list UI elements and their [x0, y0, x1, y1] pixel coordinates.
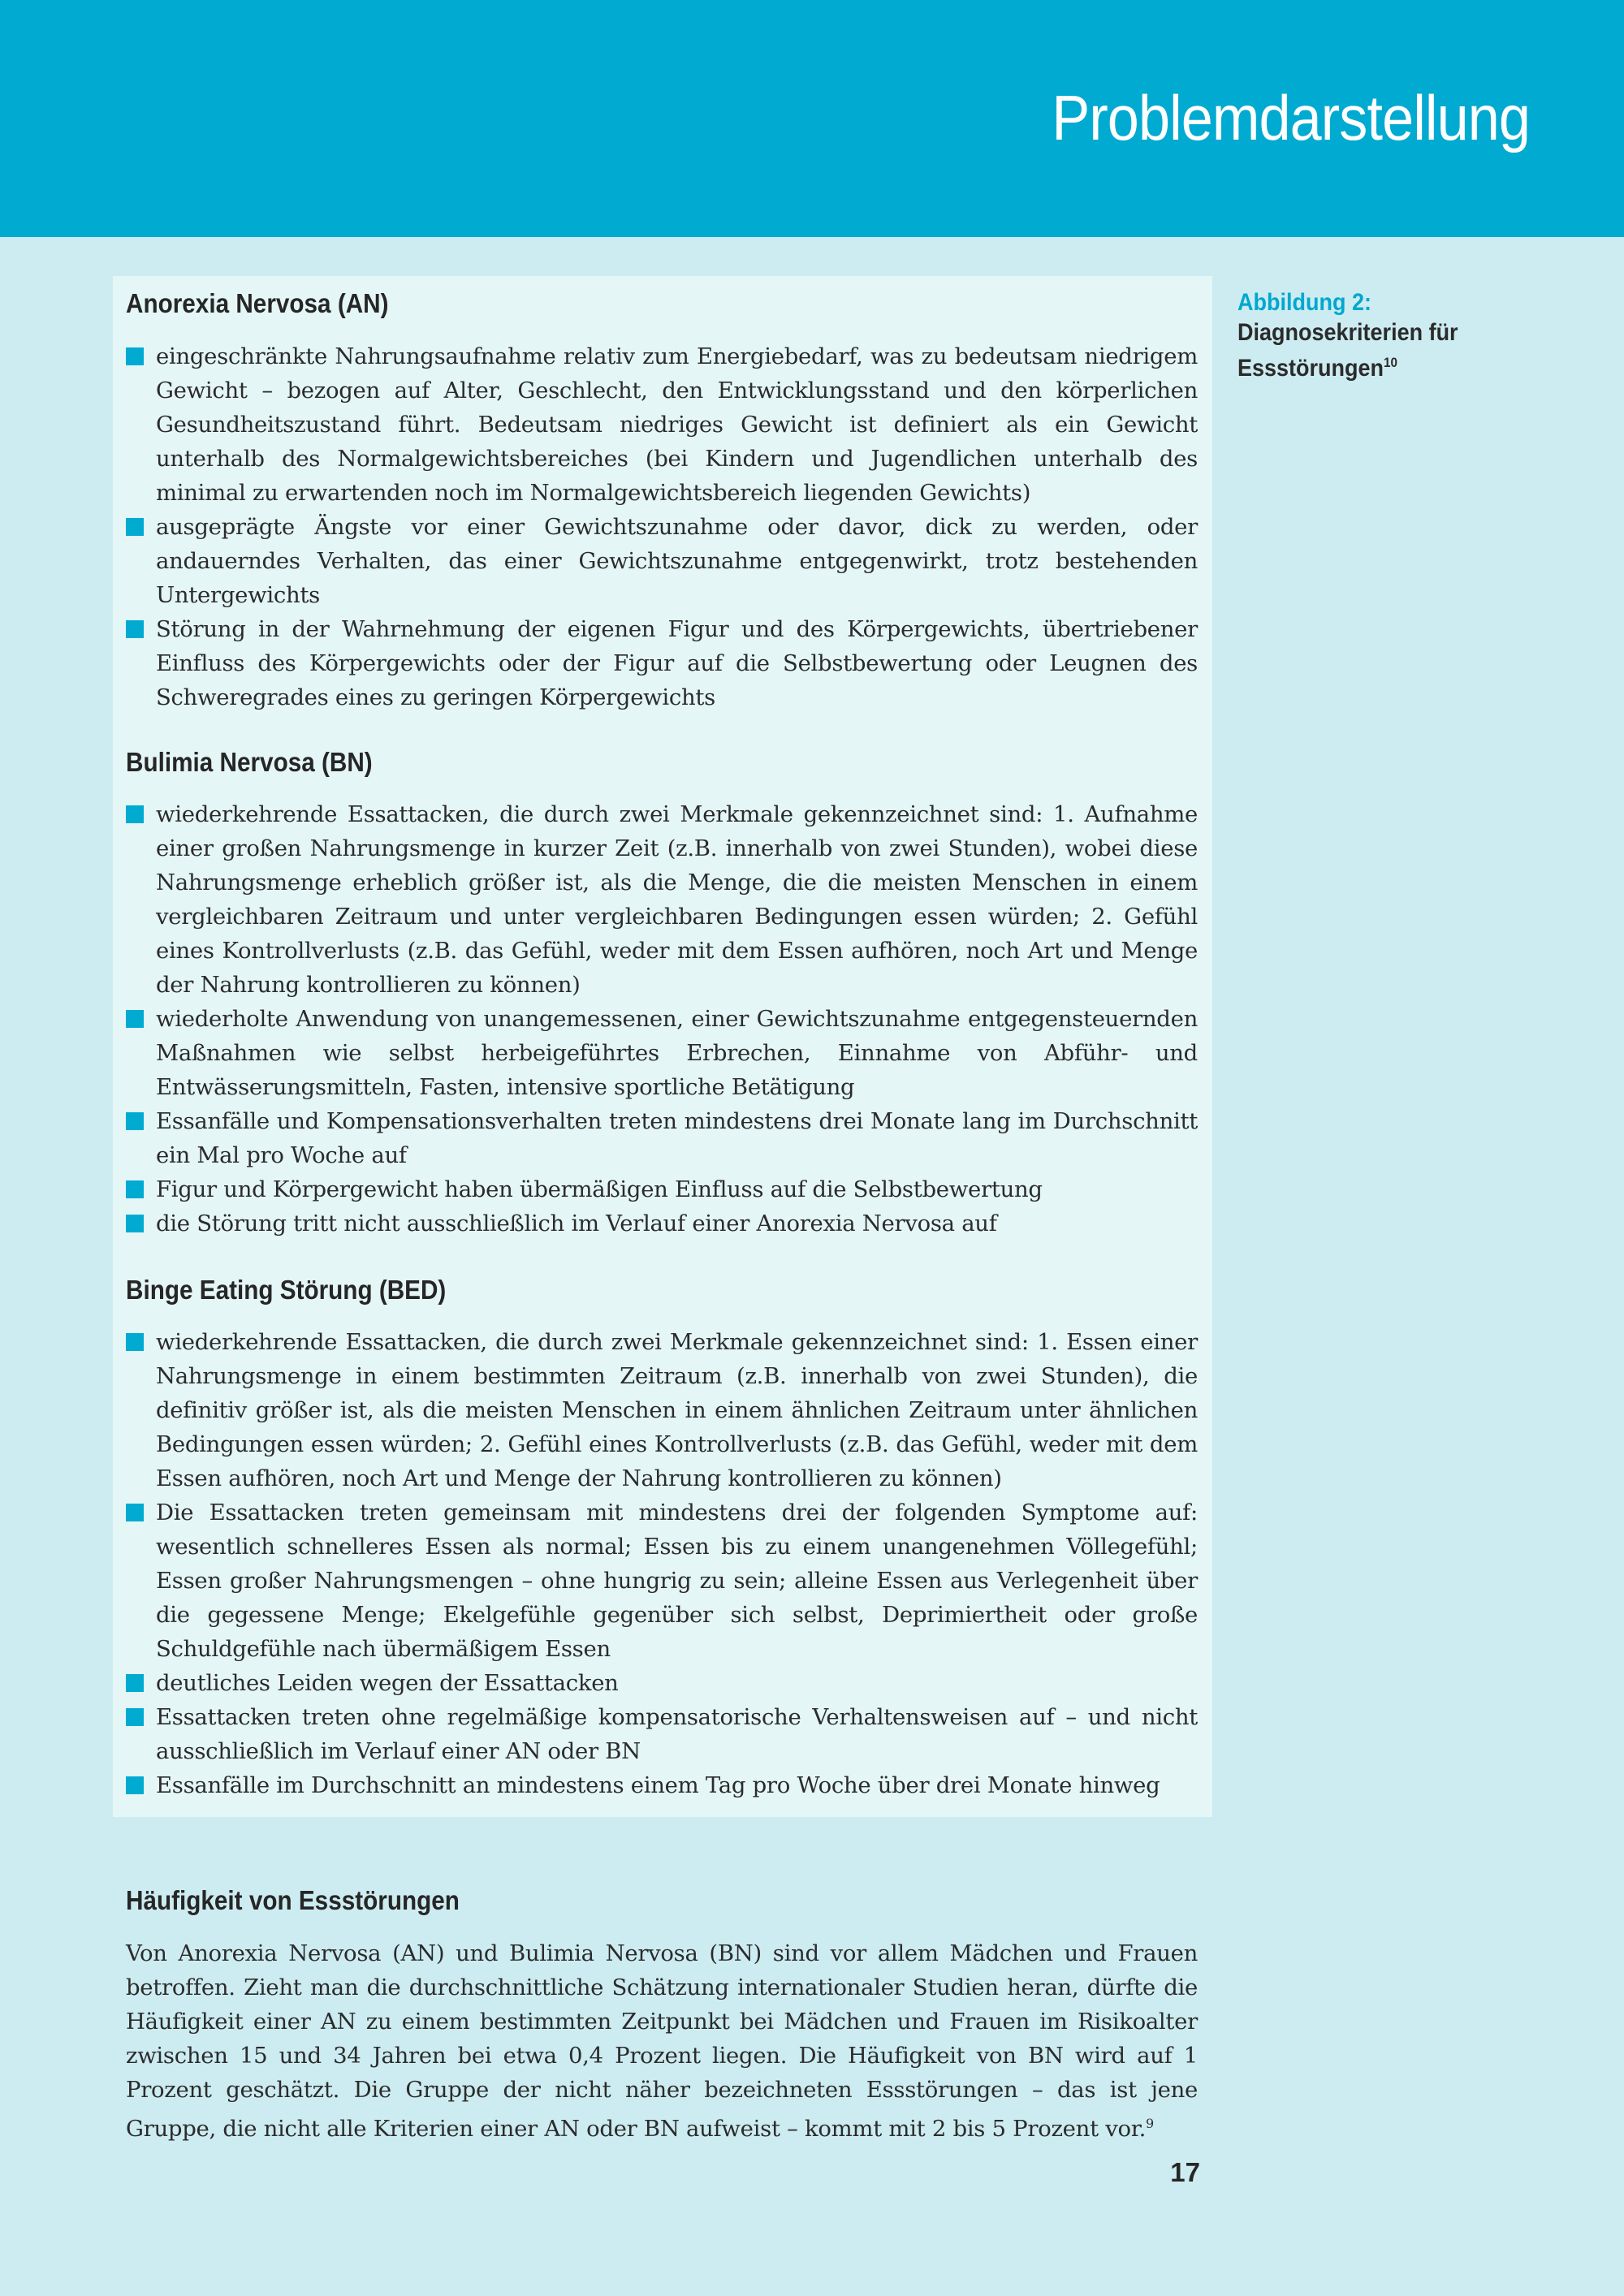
bullet-square-icon [126, 1674, 144, 1692]
frequency-paragraph: Von Anorexia Nervosa (AN) und Bulimia Nervosa (BN) sind vor allem Mädchen und Frauen betroffen. Zieht man die durchschnittliche Schätzung internationaler Studien heran, dürfte die Häufigkeit einer AN zu einem bestimmten Zeitpunkt bei Mädchen und Frauen im Risikoalter zwischen 15 und 34 Jahren bei etwa 0,4 Prozent liegen. Die Häufigkeit von BN wird auf 1 Prozent geschätzt. Die Gruppe der nicht näher bezeichneten Essstörungen – das ist jene Gruppe, die nicht alle Kriterien einer AN oder BN aufweist – kommt mit 2 bis 5 Prozent vor.$^9$ [126, 1940, 1198, 2143]
bullet-square-icon [126, 1180, 144, 1198]
bullet-square-icon [126, 1112, 144, 1130]
figure-caption [1237, 287, 1479, 383]
list-item: Essanfälle und Kompensationsverhalten treten mindestens drei Monate lang im Durchschnitt ein Mal pro Woche auf [126, 1104, 1198, 1172]
bullet-square-icon [126, 347, 144, 365]
list-item: deutliches Leiden wegen der Essattacken [126, 1666, 1198, 1700]
section-title-bulimia: Bulimia Nervosa (BN) [126, 747, 373, 777]
bullet-square-icon [126, 1504, 144, 1521]
list-item: ausgeprägte Ängste vor einer Gewichtszunahme oder davor, dick zu werden, oder andauerndes Verhalten, das einer Gewichtszunahme entgegenwirkt, trotz bestehenden Untergewichts [126, 510, 1198, 612]
page-number: 17 [1170, 2157, 1200, 2187]
list-item: Essattacken treten ohne regelmäßige kompensatorische Verhaltensweisen auf – und nicht ausschließlich im Verlauf einer AN oder BN [126, 1700, 1198, 1768]
list-item: eingeschränkte Nahrungsaufnahme relativ zum Energiebedarf, was zu bedeutsam niedrigem Gewicht – bezogen auf Alter, Geschlecht, den Entwicklungsstand und den körperlichen Gesundheitszustand führt. Bedeutsam niedriges Gewicht ist definiert als ein Gewicht unterhalb des Normalgewichtsbereiches (bei Kindern und Jugendlichen unterhalb des minimal zu erwartenden noch im Normalgewichtsbereich liegenden Gewichts) [126, 339, 1198, 510]
list-item: Störung in der Wahrnehmung der eigenen Figur und des Körpergewichts, übertriebener Einfluss des Körpergewichts oder der Figur auf die Selbstbewertung oder Leugnen des Schweregrades eines zu geringen Körpergewichts [126, 612, 1198, 714]
list-item: Essanfälle im Durchschnitt an mindestens einem Tag pro Woche über drei Monate hinweg [126, 1768, 1198, 1802]
list-item: die Störung tritt nicht ausschließlich im Verlauf einer Anorexia Nervosa auf [126, 1206, 1198, 1241]
bullet-square-icon [126, 620, 144, 638]
bullet-square-icon [126, 1776, 144, 1794]
section-bulimia [126, 747, 1198, 778]
section-title-binge-eating: Binge Eating Störung (BED) [126, 1275, 447, 1305]
figure-caption-text: Diagnosekriterien für Essstörungen$^{10}$ [1237, 319, 1458, 382]
bullet-square-icon [126, 1010, 144, 1028]
section-title-anorexia: Anorexia Nervosa (AN) [126, 288, 389, 318]
bullet-square-icon [126, 1708, 144, 1726]
criteria-list-anorexia [126, 339, 1198, 714]
page-title: Problemdarstellung [1052, 82, 1530, 153]
list-item: wiederkehrende Essattacken, die durch zwei Merkmale gekennzeichnet sind: 1. Aufnahme einer großen Nahrungsmenge in kurzer Zeit (z.B. innerhalb von zwei Stunden), wobei diese Nahrungsmenge erheblich größer ist, als die Menge, die die meisten Menschen in einem vergleichbaren Zeitraum und unter vergleichbaren Bedingungen essen würden; 2. Gefühl eines Kontrollverlusts (z.B. das Gefühl, weder mit dem Essen aufhören, noch Art und Menge der Nahrung kontrollieren zu können) [126, 797, 1198, 1002]
section-anorexia [126, 288, 1198, 319]
list-item: wiederkehrende Essattacken, die durch zwei Merkmale gekennzeichnet sind: 1. Essen einer Nahrungsmenge in einem bestimmten Zeitraum (z.B. innerhalb von zwei Stunden), die definitiv größer ist, als die meisten Menschen in einem ähnlichen Zeitraum unter ähnlichen Bedingungen essen würden; 2. Gefühl eines Kontrollverlusts (z.B. das Gefühl, weder mit dem Essen aufhören, noch Art und Menge der Nahrung kontrollieren zu können) [126, 1325, 1198, 1495]
bullet-square-icon [126, 1215, 144, 1232]
list-item: Die Essattacken treten gemeinsam mit mindestens drei der folgenden Symptome auf: wesentlich schnelleres Essen als normal; Essen bis zu einem unangenehmen Völlegefühl; Essen großer Nahrungsmengen – ohne hungrig zu sein; alleine Essen aus Verlegenheit über die gegessene Menge; Ekelgefühle gegenüber sich selbst, Deprimiertheit oder große Schuldgefühle nach übermäßigem Essen [126, 1495, 1198, 1666]
criteria-list-bulimia [126, 797, 1198, 1241]
footnote-ref: 10 [1384, 355, 1398, 370]
list-item: wiederholte Anwendung von unangemessenen, einer Gewichtszunahme entgegensteuernden Maßnahmen wie selbst herbeigeführtes Erbrechen, Einnahme von Abführ- und Entwässerungsmitteln, Fasten, intensive sportliche Betätigung [126, 1002, 1198, 1104]
section-frequency [126, 1885, 1198, 1916]
bullet-square-icon [126, 1333, 144, 1351]
bullet-square-icon [126, 805, 144, 823]
footnote-ref: 9 [1146, 2116, 1154, 2131]
figure-caption-label: Abbildung 2: [1237, 289, 1371, 316]
list-item: Figur und Körpergewicht haben übermäßigen Einfluss auf die Selbstbewertung [126, 1172, 1198, 1206]
section-title-frequency: Häufigkeit von Essstörungen [126, 1885, 460, 1915]
bullet-square-icon [126, 518, 144, 536]
criteria-list-binge-eating [126, 1325, 1198, 1802]
section-binge-eating [126, 1275, 1198, 1306]
